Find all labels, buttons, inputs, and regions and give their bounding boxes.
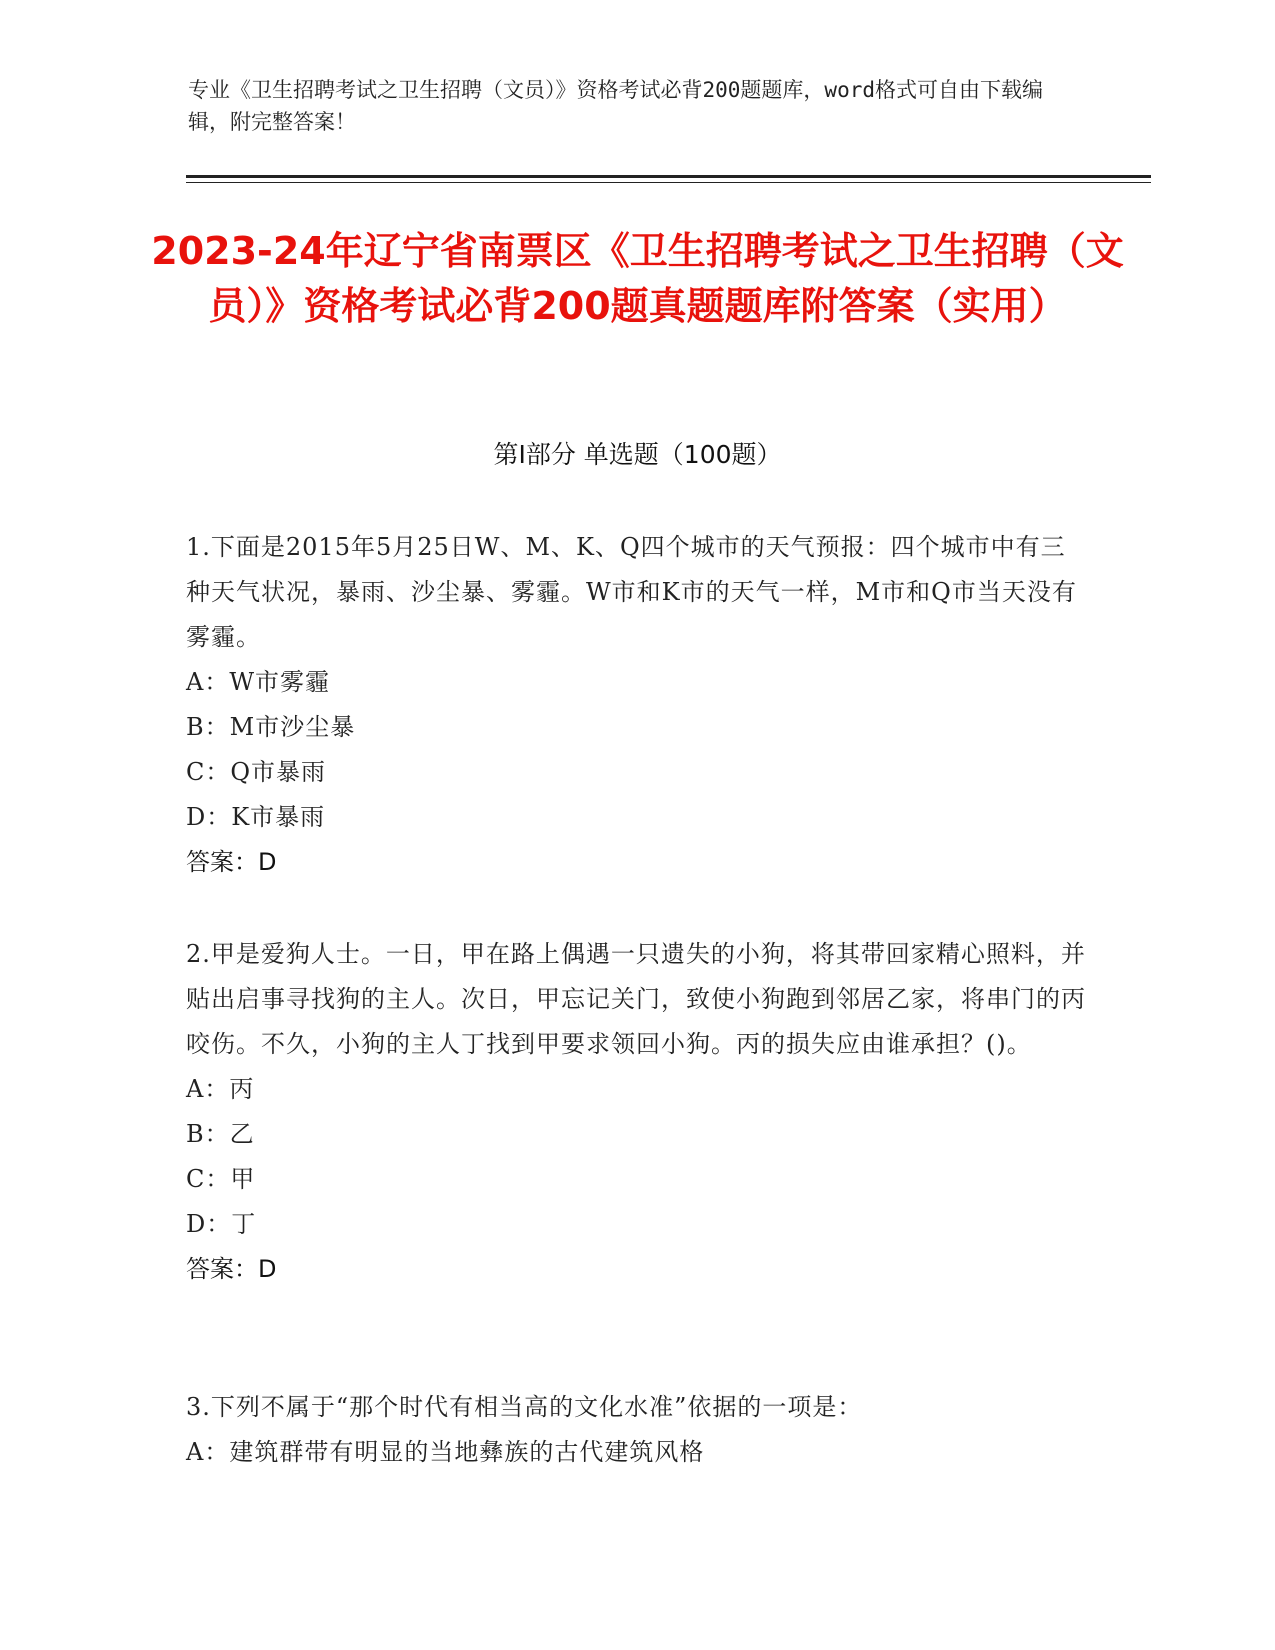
question-3 <box>186 1385 1086 1475</box>
option-c: C：Q市暴雨 <box>186 758 327 786</box>
header-rule <box>186 175 1151 178</box>
option-b: B：乙 <box>186 1120 255 1148</box>
question-stem: 3.下列不属于“那个时代有相当高的文化水准”依据的一项是： <box>186 1393 863 1421</box>
answer-line: 答案：D <box>186 1255 277 1283</box>
header-note: 专业《卫生招聘考试之卫生招聘（文员）》资格考试必背200题题库，word格式可自由下载编辑，附完整答案！ <box>188 78 1043 134</box>
option-c: C：甲 <box>186 1165 256 1193</box>
document-title: 2023-24年辽宁省南票区《卫生招聘考试之卫生招聘（文员）》资格考试必背200题真题题库附答案（实用） <box>151 229 1124 328</box>
option-d: D：K市暴雨 <box>186 803 326 831</box>
option-a: A：丙 <box>186 1075 255 1103</box>
question-stem: 1.下面是2015年5月25日W、M、K、Q四个城市的天气预报：四个城市中有三种天气状况，暴雨、沙尘暴、雾霾。W市和K市的天气一样，M市和Q市当天没有雾霾。 <box>186 533 1077 651</box>
option-b: B：M市沙尘暴 <box>186 713 356 741</box>
answer-line: 答案：D <box>186 848 277 876</box>
header-rule-thin <box>186 182 1151 183</box>
question-stem: 2.甲是爱狗人士。一日，甲在路上偶遇一只遗失的小狗，将其带回家精心照料，并贴出启事寻找狗的主人。次日，甲忘记关门，致使小狗跑到邻居乙家，将串门的丙咬伤。不久，小狗的主人丁找到甲要求领回小狗。丙的损失应由谁承担？()。 <box>186 940 1086 1058</box>
option-a: A：W市雾霾 <box>186 668 330 696</box>
section-heading: 第I部分 单选题（100题） <box>493 440 782 469</box>
option-d: D：丁 <box>186 1210 257 1238</box>
question-2 <box>186 932 1086 1292</box>
option-a: A：建筑群带有明显的当地彝族的古代建筑风格 <box>186 1438 705 1466</box>
question-1 <box>186 525 1086 885</box>
